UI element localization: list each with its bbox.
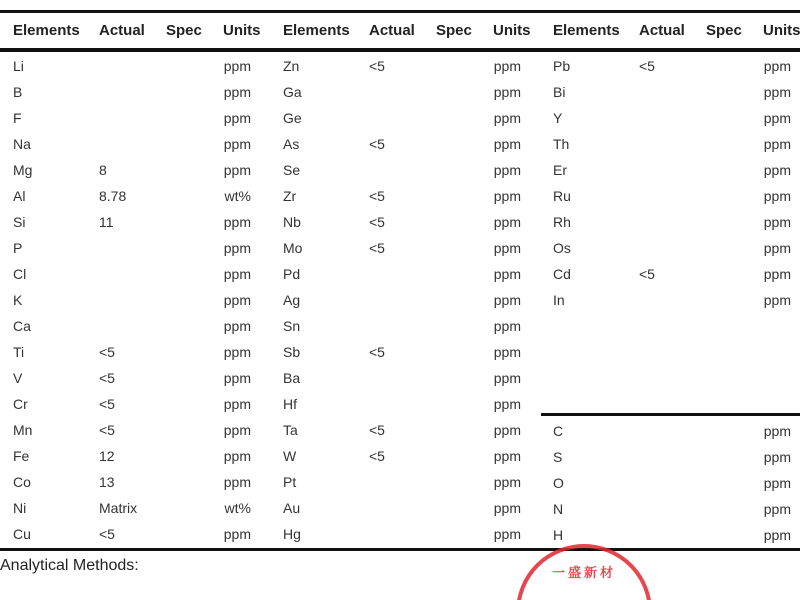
element-symbol: Mo	[283, 240, 303, 256]
actual-value: <5	[369, 448, 385, 464]
units-value: ppm	[223, 292, 251, 308]
element-symbol: P	[13, 240, 23, 256]
units-value: ppm	[493, 162, 521, 178]
units-value: ppm	[493, 240, 521, 256]
element-symbol: In	[553, 292, 565, 308]
actual-value: <5	[99, 422, 115, 438]
units-value: ppm	[223, 396, 251, 412]
element-symbol: Ru	[553, 188, 571, 204]
units-value: ppm	[493, 214, 521, 230]
column-header-spec: Spec	[436, 22, 472, 39]
units-value: ppm	[493, 292, 521, 308]
column-header-actual: Actual	[369, 22, 415, 39]
element-symbol: As	[283, 136, 300, 152]
units-value: ppm	[493, 448, 521, 464]
actual-value: <5	[369, 240, 385, 256]
column-header-elements: Elements	[283, 22, 350, 39]
column-header-elements: Elements	[553, 22, 620, 39]
element-symbol: Ti	[13, 344, 25, 360]
units-value: ppm	[763, 527, 791, 543]
column-header-units: Units	[223, 22, 261, 39]
element-symbol: Cd	[553, 266, 571, 282]
element-symbol: C	[553, 423, 564, 439]
actual-value: <5	[369, 136, 385, 152]
element-symbol: Co	[13, 474, 31, 490]
company-seal-stamp	[516, 544, 652, 600]
actual-value: <5	[369, 214, 385, 230]
element-symbol: Rh	[553, 214, 571, 230]
column-header-actual: Actual	[639, 22, 685, 39]
units-value: ppm	[223, 266, 251, 282]
element-symbol: Ba	[283, 370, 301, 386]
units-value: ppm	[493, 84, 521, 100]
units-value: ppm	[493, 110, 521, 126]
actual-value: 8.78	[99, 188, 127, 204]
actual-value: <5	[369, 422, 385, 438]
column-header-elements: Elements	[13, 22, 80, 39]
units-value: ppm	[223, 318, 251, 334]
units-value: ppm	[763, 266, 791, 282]
column-header-units: Units	[493, 22, 531, 39]
units-value: ppm	[223, 448, 251, 464]
units-value: ppm	[223, 422, 251, 438]
units-value: ppm	[763, 214, 791, 230]
analytical-methods-label: Analytical Methods:	[0, 557, 139, 574]
units-value: ppm	[763, 292, 791, 308]
units-value: ppm	[223, 110, 251, 126]
actual-value: <5	[639, 266, 655, 282]
units-value: ppm	[493, 396, 521, 412]
element-symbol: V	[13, 370, 23, 386]
element-symbol: Os	[553, 240, 571, 256]
units-value: ppm	[763, 240, 791, 256]
units-value: ppm	[493, 344, 521, 360]
units-value: ppm	[223, 58, 251, 74]
units-value: wt%	[224, 500, 251, 516]
actual-value: <5	[99, 396, 115, 412]
actual-value: <5	[369, 188, 385, 204]
table-bottom-rule	[0, 548, 800, 551]
element-symbol: Al	[13, 188, 26, 204]
element-symbol: Zr	[283, 188, 297, 204]
element-symbol: Pt	[283, 474, 297, 490]
actual-value: Matrix	[99, 500, 138, 516]
units-value: ppm	[223, 84, 251, 100]
units-value: ppm	[223, 240, 251, 256]
actual-value: <5	[99, 344, 115, 360]
element-symbol: Hf	[283, 396, 297, 412]
actual-value: 8	[99, 162, 107, 178]
units-value: ppm	[763, 110, 791, 126]
column-header-actual: Actual	[99, 22, 145, 39]
element-symbol: Er	[553, 162, 567, 178]
units-value: ppm	[223, 526, 251, 542]
units-value: ppm	[763, 162, 791, 178]
element-symbol: N	[553, 501, 564, 517]
actual-value: <5	[99, 526, 115, 542]
element-symbol: Mg	[13, 162, 33, 178]
units-value: ppm	[493, 136, 521, 152]
element-symbol: Ni	[13, 500, 27, 516]
units-value: ppm	[763, 475, 791, 491]
element-symbol: Pb	[553, 58, 571, 74]
table-header-rule	[0, 48, 800, 52]
units-value: ppm	[223, 136, 251, 152]
units-value: ppm	[493, 422, 521, 438]
element-symbol: Th	[553, 136, 570, 152]
element-symbol: Y	[553, 110, 563, 126]
units-value: ppm	[493, 500, 521, 516]
element-symbol: Fe	[13, 448, 30, 464]
element-symbol: Bi	[553, 84, 566, 100]
units-value: ppm	[223, 162, 251, 178]
units-value: ppm	[493, 526, 521, 542]
units-value: ppm	[223, 214, 251, 230]
element-symbol: Cr	[13, 396, 28, 412]
element-symbol: Ta	[283, 422, 298, 438]
element-symbol: Sn	[283, 318, 301, 334]
units-value: ppm	[223, 370, 251, 386]
units-value: ppm	[763, 84, 791, 100]
element-symbol: B	[13, 84, 23, 100]
units-value: wt%	[224, 188, 251, 204]
element-symbol: H	[553, 527, 564, 543]
element-symbol: F	[13, 110, 22, 126]
actual-value: <5	[369, 58, 385, 74]
element-symbol: O	[553, 475, 564, 491]
element-symbol: Pd	[283, 266, 301, 282]
actual-value: <5	[369, 344, 385, 360]
units-value: ppm	[493, 370, 521, 386]
seal-text: 一盛新材	[551, 566, 616, 581]
element-symbol: Hg	[283, 526, 301, 542]
units-value: ppm	[493, 318, 521, 334]
element-symbol: Ag	[283, 292, 301, 308]
element-symbol: Na	[13, 136, 31, 152]
units-value: ppm	[493, 188, 521, 204]
units-value: ppm	[763, 188, 791, 204]
units-value: ppm	[493, 474, 521, 490]
units-value: ppm	[763, 423, 791, 439]
element-symbol: Mn	[13, 422, 33, 438]
units-value: ppm	[223, 474, 251, 490]
element-symbol: Ge	[283, 110, 302, 126]
element-symbol: Se	[283, 162, 301, 178]
actual-value: 11	[99, 214, 114, 230]
element-symbol: W	[283, 448, 297, 464]
units-value: ppm	[493, 266, 521, 282]
actual-value: 12	[99, 448, 115, 464]
table-section-rule	[541, 413, 800, 416]
element-symbol: S	[553, 449, 563, 465]
actual-value: <5	[99, 370, 115, 386]
element-symbol: Au	[283, 500, 301, 516]
element-symbol: Si	[13, 214, 26, 230]
element-symbol: K	[13, 292, 23, 308]
table-top-rule	[0, 10, 800, 13]
column-header-spec: Spec	[166, 22, 202, 39]
element-symbol: Sb	[283, 344, 301, 360]
units-value: ppm	[763, 501, 791, 517]
units-value: ppm	[763, 449, 791, 465]
element-symbol: Zn	[283, 58, 300, 74]
element-symbol: Cu	[13, 526, 31, 542]
units-value: ppm	[493, 58, 521, 74]
element-symbol: Li	[13, 58, 24, 74]
element-symbol: Nb	[283, 214, 301, 230]
element-symbol: Ga	[283, 84, 302, 100]
actual-value: 13	[99, 474, 115, 490]
units-value: ppm	[223, 344, 251, 360]
units-value: ppm	[763, 58, 791, 74]
column-header-spec: Spec	[706, 22, 742, 39]
element-symbol: Cl	[13, 266, 27, 282]
units-value: ppm	[763, 136, 791, 152]
element-symbol: Ca	[13, 318, 31, 334]
column-header-units: Units	[763, 22, 800, 39]
actual-value: <5	[639, 58, 655, 74]
